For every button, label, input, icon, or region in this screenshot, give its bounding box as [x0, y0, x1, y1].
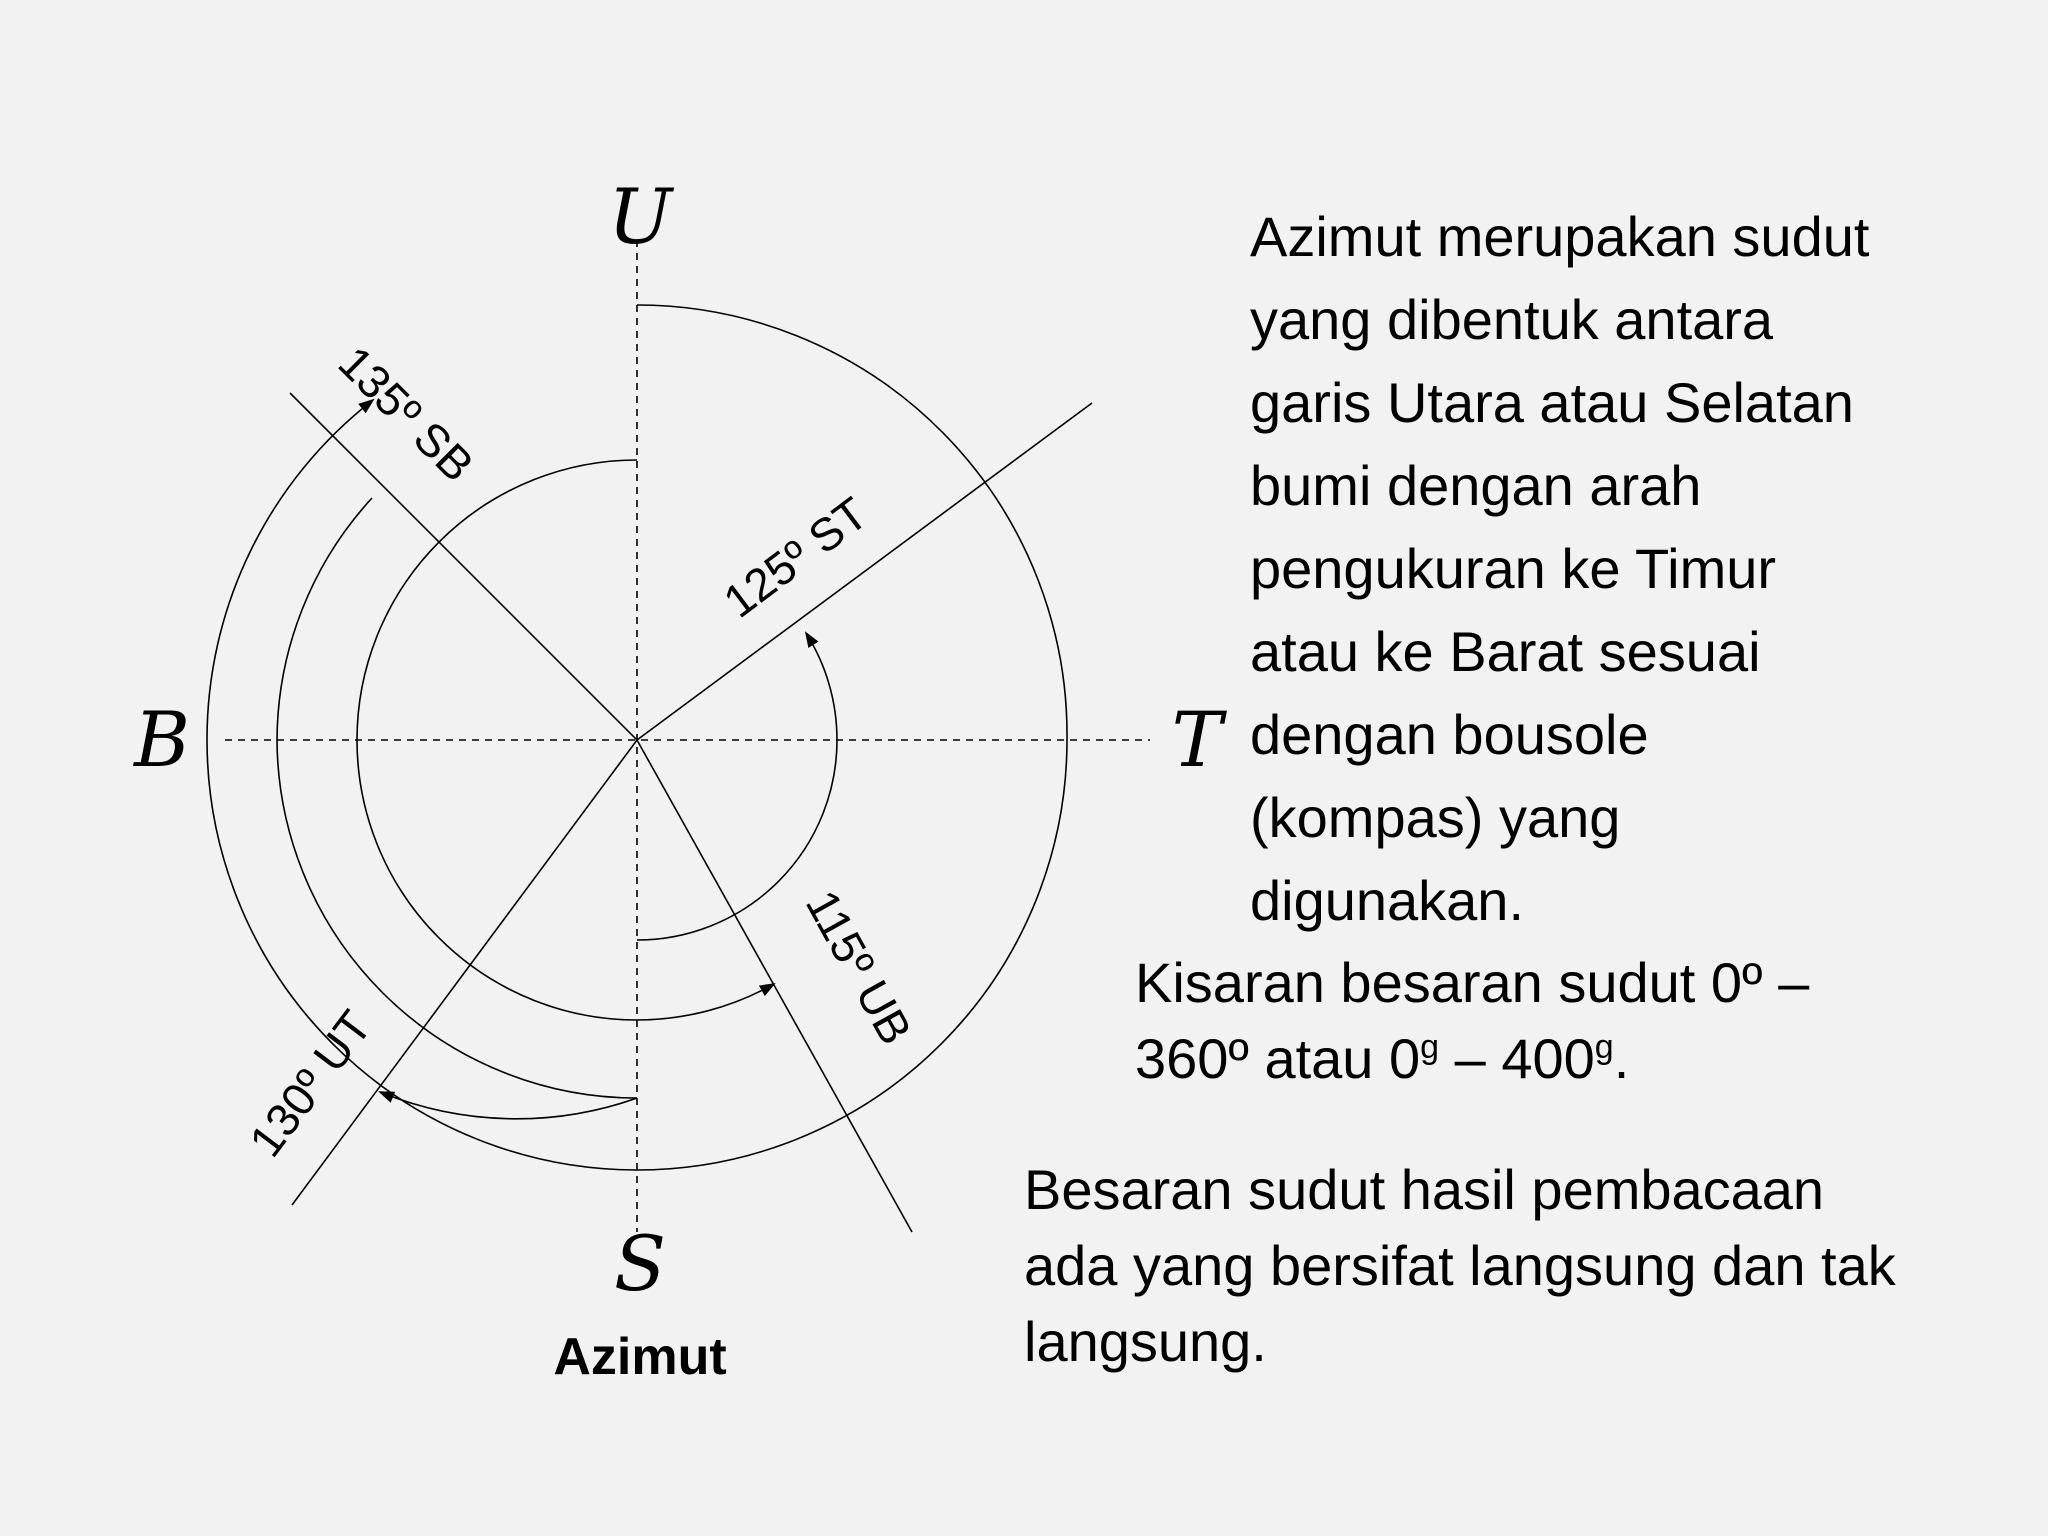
range-line-2	[1135, 1021, 2015, 1097]
range-text-b: – 400	[1439, 1027, 1595, 1090]
definition-line: pengukuran ke Timur	[1250, 537, 1777, 600]
bearing-line-130	[292, 740, 637, 1205]
range-paragraph	[1135, 945, 2015, 1097]
north-label: U	[607, 172, 673, 261]
reading-line: Besaran sudut hasil pembacaan	[1024, 1158, 1825, 1221]
definition-line: Azimut merupakan sudut	[1250, 205, 1870, 268]
definition-line: garis Utara atau Selatan	[1250, 371, 1854, 434]
bearing-line-125	[637, 403, 1092, 740]
definition-line: yang dibentuk antara	[1250, 288, 1774, 351]
bearing-label-115-ub: 115º UB	[795, 881, 923, 1053]
reading-line: langsung.	[1024, 1310, 1267, 1373]
definition-line: digunakan.	[1250, 869, 1525, 932]
bearing-label-130-ut: 130º UT	[239, 1000, 382, 1166]
range-text-a: 360º atau 0	[1135, 1027, 1421, 1090]
bearing-label-125-st: 125º ST	[713, 486, 877, 628]
east-label: T	[1171, 695, 1223, 784]
definition-line: (kompas) yang	[1250, 786, 1621, 849]
diagram-title: Azimut	[553, 1328, 727, 1386]
arc-130-ut	[277, 498, 637, 1098]
range-text-c: .	[1613, 1027, 1630, 1090]
south-label: S	[613, 1219, 667, 1308]
range-line-1: Kisaran besaran sudut 0º –	[1135, 951, 1810, 1014]
definition-paragraph	[1250, 195, 2010, 942]
reading-line: ada yang bersifat langsung dan tak	[1024, 1234, 1896, 1297]
reading-paragraph	[1024, 1152, 2034, 1380]
definition-line: atau ke Barat sesuai	[1250, 620, 1761, 683]
bearing-label-135-sb: 135º SB	[328, 336, 484, 492]
gon-superscript: g	[1420, 1028, 1440, 1066]
gon-superscript: g	[1594, 1028, 1614, 1066]
arc-125-st	[637, 633, 837, 940]
definition-line: dengan bousole	[1250, 703, 1649, 766]
definition-line: bumi dengan arah	[1250, 454, 1702, 517]
west-label: B	[134, 695, 190, 784]
